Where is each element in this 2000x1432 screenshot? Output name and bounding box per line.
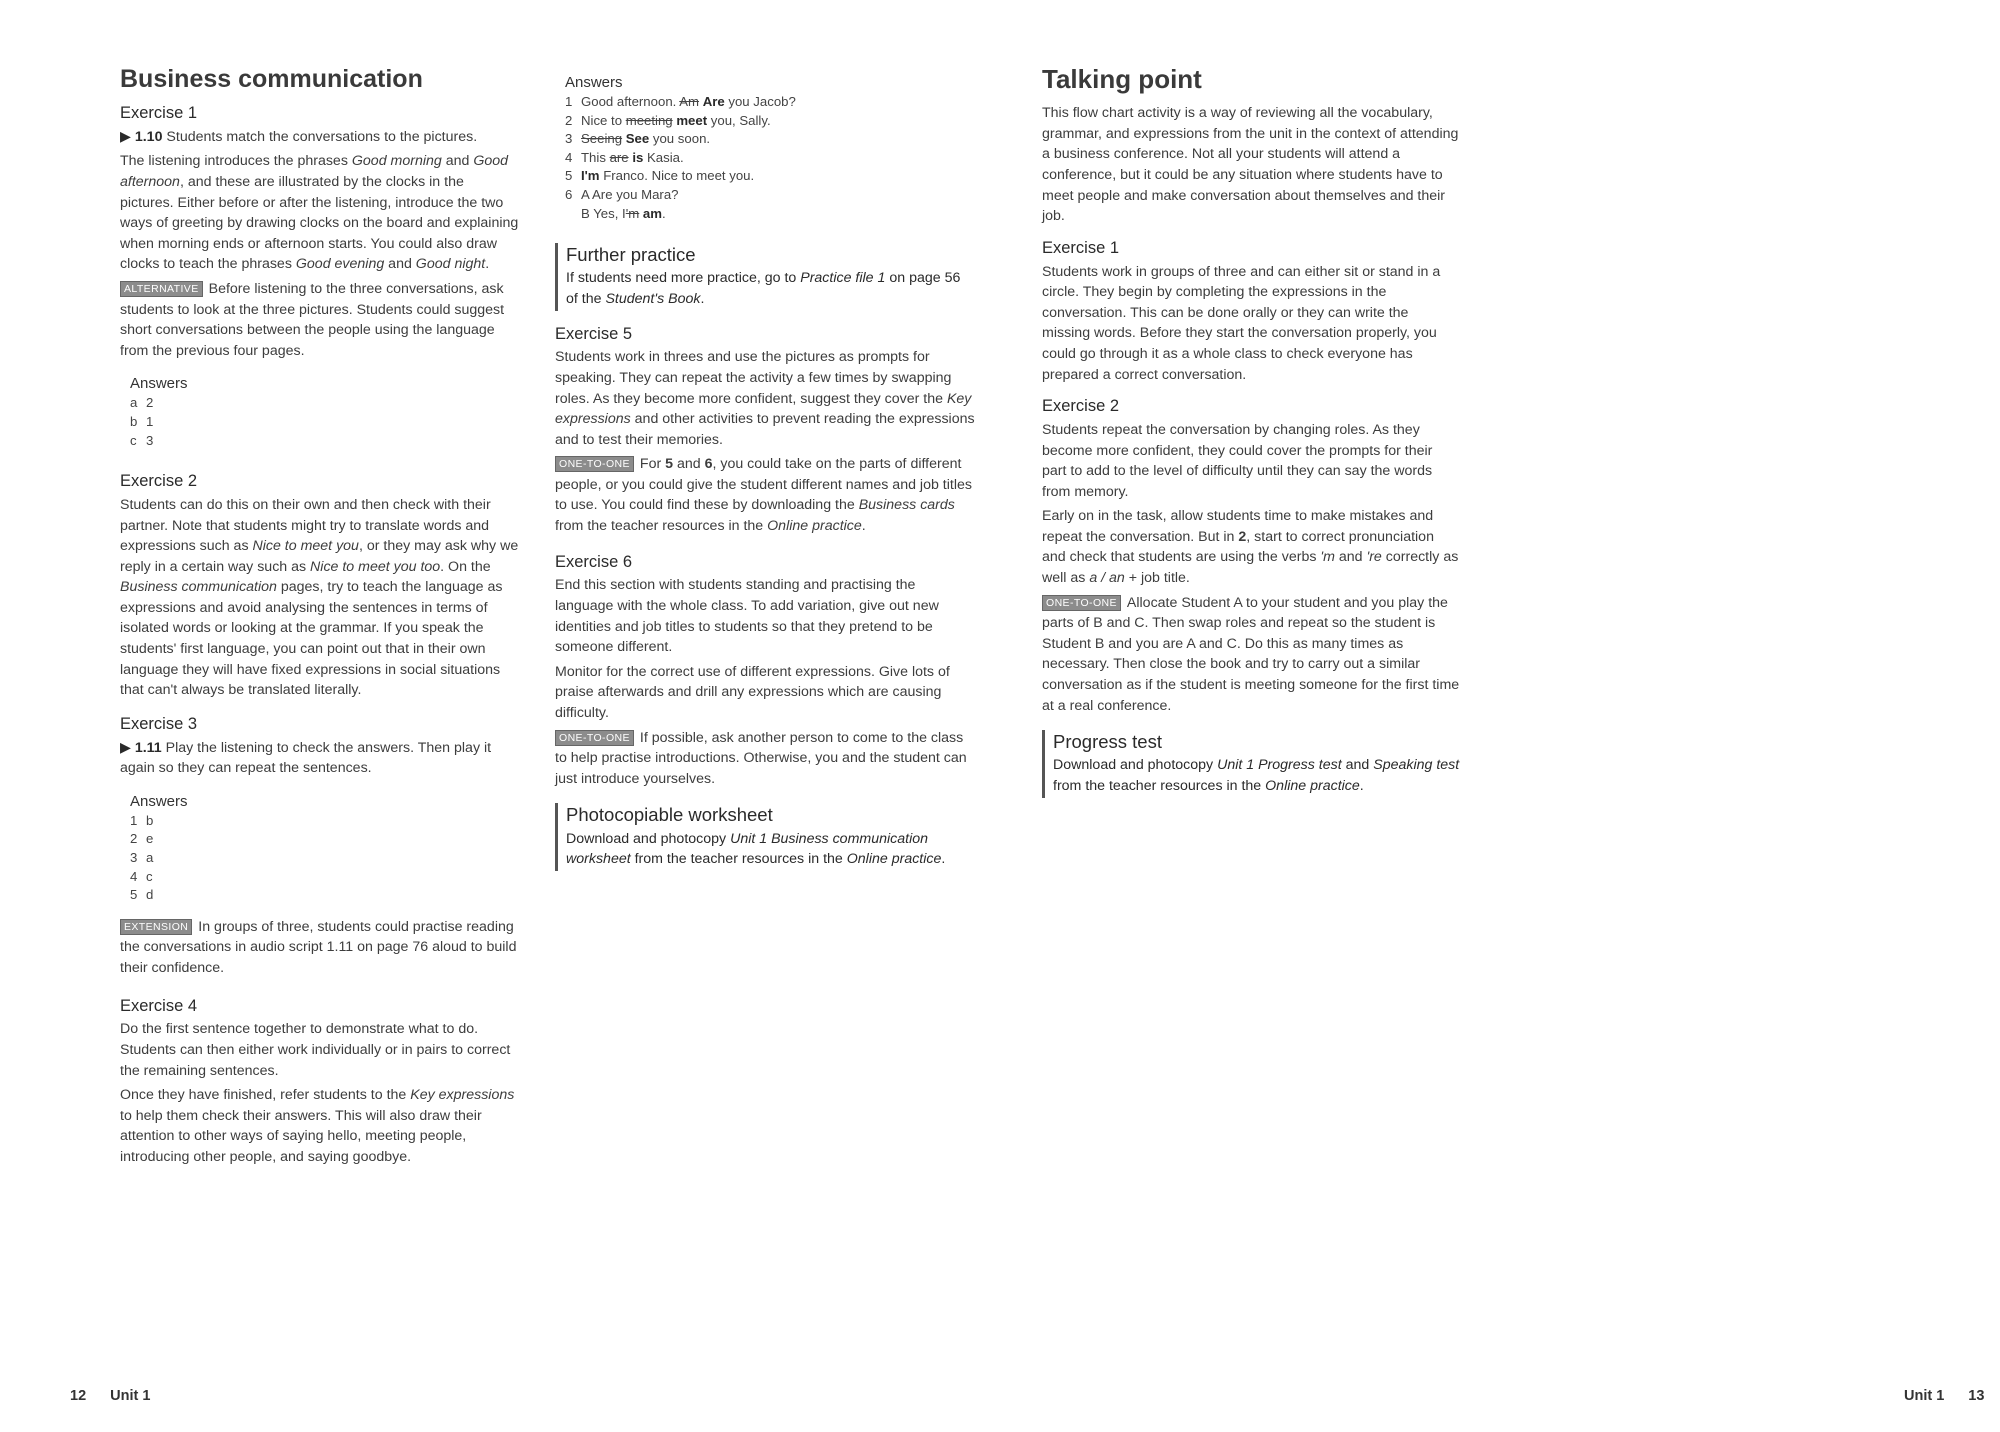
worksheet-text: Download and photocopy Unit 1 Business communication worksheet from the teacher resources in the Online practice.	[566, 830, 946, 868]
exercise-2-heading: Exercise 2	[1042, 397, 1120, 416]
progress-test-heading: Progress test	[1053, 731, 1162, 753]
one-to-one-tag: ONE-TO-ONE	[555, 730, 634, 746]
list-item: 4 c	[130, 868, 153, 884]
one-to-one-tag: ONE-TO-ONE	[1042, 595, 1121, 611]
exercise-5-heading: Exercise 5	[555, 324, 633, 343]
left-column	[120, 60, 520, 1172]
further-practice-heading: Further practice	[566, 244, 696, 266]
section-title: Business communication	[120, 65, 423, 93]
answers-heading: Answers	[130, 792, 188, 810]
progress-test-text: Download and photocopy Unit 1 Progress test and Speaking test from the teacher resources in the Online practice.	[1053, 757, 1460, 794]
talking-point-intro: This flow chart activity is a way of reviewing all the vocabulary, grammar, and expressions from the unit in the context of attending a business conference. Not all your students will attend a conference, but it could be any situation where students have to meet people and make conversation about themselves and their job.	[1042, 105, 1459, 225]
exercise-4-paragraph-1: Do the first sentence together to demonstrate what to do. Students can then either work individually or in pairs to correct the remaining sentences.	[120, 1021, 511, 1079]
further-practice-box	[555, 243, 975, 310]
exercise-2-heading: Exercise 2	[120, 472, 198, 491]
play-icon[interactable]: ▶ 1.10	[120, 128, 163, 145]
answers-heading: Answers	[130, 375, 188, 393]
middle-column	[555, 70, 975, 885]
answers-heading: Answers	[565, 74, 623, 91]
list-item: 1 b	[130, 812, 154, 828]
exercise-4-paragraph-2: Once they have finished, refer students to the Key expressions to help them check their answers. This will also draw their attention to other ways of saying hello, meeting people, introducing other people, and saying goodbye.	[120, 1087, 515, 1165]
unit-label: Unit 1	[1904, 1388, 1945, 1404]
exercise-1-paragraph: The listening introduces the phrases Good morning and Good afternoon, and these are illustrated by the clocks in the pictures. Either before or after the listening, introduce the two ways of greeting by drawing clocks on the board and explaining when morning ends or afternoon starts. You could also draw clocks to teach the phrases Good evening and Good night.	[120, 153, 519, 273]
footer-left	[70, 1388, 150, 1404]
answers-list	[130, 812, 520, 905]
list-item: 4 This are is Kasia.	[565, 149, 684, 165]
one-to-one-note: ONE-TO-ONE If possible, ask another person to come to the class to help practise introductions. Otherwise, you and the student can just introduce yourselves.	[555, 729, 967, 787]
list-item: 1 Good afternoon. Am Are you Jacob?	[565, 94, 796, 109]
footer-right	[1904, 1388, 1984, 1404]
answers-list	[565, 93, 975, 223]
one-to-one-note: ONE-TO-ONE For 5 and 6, you could take on the parts of different people, or you could give the student different names and job titles to use. You could find these by downloading the Business cards from the teacher resources in the Online practice.	[555, 456, 972, 535]
list-item: 6 A Are you Mara?	[565, 186, 679, 202]
exercise-2-paragraph: Students can do this on their own and then check with their partner. Note that students might try to translate words and expressions such as Nice to meet you, or they may ask why we reply in a certain way such as Nice to meet you too. On the Business communication pages, try to teach the language as expressions and avoid analysing the sentences in terms of isolated words or looking at the grammar. If you speak the students' first language, you can point out that in their own language they will have fixed expressions in social situations that can't always be translated literally.	[120, 496, 519, 699]
exercise-6-heading: Exercise 6	[555, 552, 633, 571]
list-item: 3 Seeing See you soon.	[565, 131, 711, 147]
one-to-one-note: ONE-TO-ONE Allocate Student A to your student and you play the parts of B and C. Then swap roles and repeat so the student is Student B and you are A and C. Do this as many times as necessary. Then close the book and try to carry out a similar conversation as if the student is meeting someone for the first time at a real conference.	[1042, 594, 1460, 714]
page-number: 12	[70, 1388, 87, 1404]
further-practice-text: If students need more practice, go to Practice file 1 on page 56 of the Student's Book.	[566, 270, 961, 307]
exercise-1-paragraph: Students work in groups of three and can either sit or stand in a circle. They begin by completing the expressions in the conversation. This can be done orally or they can write the missing words. Before they start the conversation properly, you could go through it as a whole class to check everyone has prepared a correct conversation.	[1042, 263, 1441, 383]
exercise-3-heading: Exercise 3	[120, 714, 198, 733]
exercise-4-heading: Exercise 4	[120, 996, 198, 1015]
one-to-one-tag: ONE-TO-ONE	[555, 456, 634, 472]
list-item: 2 e	[130, 831, 154, 847]
exercise-3-paragraph: ▶ 1.11 Play the listening to check the answers. Then play it again so they can repeat the sentences.	[120, 739, 492, 777]
list-item: 3 a	[130, 850, 154, 866]
exercise-2-paragraph-1: Students repeat the conversation by changing roles. As they become more confident, they could cover the prompts for their part to add to the level of difficulty until they can say the words from memory.	[1042, 421, 1433, 500]
right-column	[1042, 60, 1460, 812]
exercise-1-heading: Exercise 1	[120, 104, 198, 122]
photocopiable-worksheet-box	[555, 803, 975, 870]
alternative-tag: ALTERNATIVE	[120, 281, 203, 297]
list-item: 5 I'm Franco. Nice to meet you.	[565, 168, 755, 184]
exercise-6-paragraph-1: End this section with students standing and practising the language with the whole class. To add variation, give out new identities and job titles to students so that they pretend to be someone different.	[555, 577, 939, 656]
exercise-5-paragraph: Students work in threes and use the pictures as prompts for speaking. They can repeat the activity a few times by swapping roles. As they become more confident, suggest they cover the Key expressions and other activities to prevent reading the expressions and to test their memories.	[555, 349, 975, 448]
exercise-1-heading: Exercise 1	[1042, 238, 1120, 257]
worksheet-heading: Photocopiable worksheet	[566, 804, 773, 826]
unit-label: Unit 1	[110, 1388, 151, 1404]
list-item: 2 Nice to meeting meet you, Sally.	[565, 112, 771, 128]
progress-test-box	[1042, 730, 1460, 797]
answers-list	[130, 394, 520, 450]
extension-tag: EXTENSION	[120, 919, 192, 935]
alternative-note: ALTERNATIVE Before listening to the three conversations, ask students to look at the three pictures. Students could suggest short conversations between the people using the language from the previous four pages.	[120, 280, 505, 359]
page-number: 13	[1968, 1388, 1985, 1404]
list-item: c 3	[130, 432, 154, 448]
exercise-6-paragraph-2: Monitor for the correct use of different expressions. Give lots of praise afterwards and drill any expressions which are causing difficulty.	[555, 663, 950, 722]
extension-note: EXTENSION In groups of three, students could practise reading the conversations in audio script 1.11 on page 76 aloud to build their confidence.	[120, 918, 517, 976]
exercise-1-intro: ▶ 1.10 Students match the conversations to the pictures.	[120, 128, 478, 145]
list-item: b 1	[130, 413, 154, 429]
exercise-2-paragraph-2: Early on in the task, allow students time to make mistakes and repeat the conversation. But in 2, start to correct pronunciation and check that students are using the verbs 'm and 're correctly as well as a / an + job title.	[1042, 508, 1459, 587]
list-item: B Yes, I'm am.	[581, 205, 666, 221]
list-item: a 2	[130, 395, 154, 411]
list-item: 5 d	[130, 887, 154, 903]
section-title: Talking point	[1042, 64, 1202, 94]
play-icon[interactable]: ▶ 1.11	[120, 739, 162, 756]
